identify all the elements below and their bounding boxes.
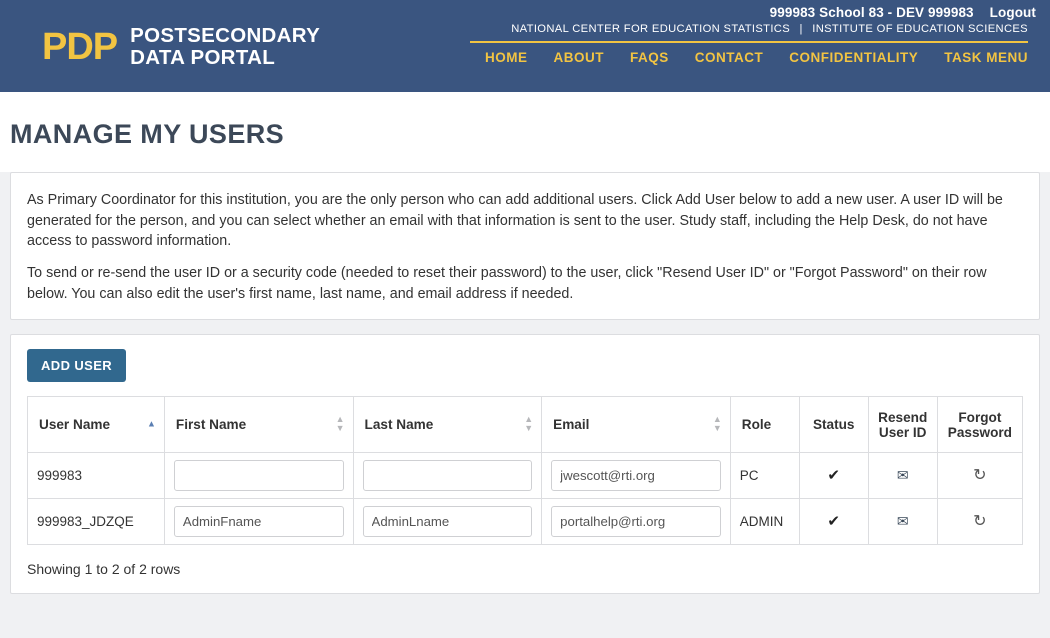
- last-name-input[interactable]: [363, 506, 533, 537]
- email-input[interactable]: [551, 506, 721, 537]
- cell-role: PC: [730, 452, 799, 498]
- column-header-last-name[interactable]: [353, 396, 542, 452]
- cell-forgot-password: [937, 452, 1022, 498]
- check-icon: ✔: [827, 467, 840, 485]
- intro-text: [11, 173, 1039, 319]
- main-nav: [470, 50, 1028, 65]
- nav-divider: [470, 41, 1028, 43]
- cell-last-name: [353, 452, 542, 498]
- cell-role: ADMIN: [730, 498, 799, 544]
- column-header-forgot-password: [937, 396, 1022, 452]
- column-label-email: Email: [553, 417, 590, 433]
- sort-both-icon: ▲ ▼: [712, 414, 722, 434]
- table-header-row: [28, 396, 1023, 452]
- column-label-user-name: User Name: [39, 417, 111, 433]
- email-input[interactable]: [551, 460, 721, 491]
- logo-line-1: POSTSECONDARY: [130, 24, 321, 47]
- nav-item-task-menu[interactable]: TASK MENU: [944, 50, 1028, 65]
- column-label-last-name: Last Name: [364, 417, 434, 433]
- cell-status: [799, 498, 868, 544]
- first-name-input[interactable]: [174, 460, 344, 491]
- nav-item-confidentiality[interactable]: CONFIDENTIALITY: [789, 50, 919, 65]
- logo-line-2: DATA PORTAL: [130, 46, 276, 70]
- cell-user-name: 999983: [28, 452, 165, 498]
- cell-status: [799, 452, 868, 498]
- nav-item-home[interactable]: HOME: [484, 50, 528, 65]
- users-table-body: [28, 452, 1023, 544]
- table-row: [28, 498, 1023, 544]
- column-label-forgot-line-2: Password: [947, 424, 1012, 440]
- table-row: [28, 452, 1023, 498]
- column-label-role: Role: [741, 417, 772, 433]
- cell-first-name: [164, 452, 353, 498]
- top-bar: [0, 0, 1050, 20]
- column-header-email[interactable]: [542, 396, 731, 452]
- column-label-status: Status: [812, 417, 855, 433]
- table-row-count: Showing 1 to 2 of 2 rows: [27, 560, 181, 577]
- logo-text: [130, 25, 320, 69]
- users-panel: [10, 334, 1040, 594]
- column-label-first-name: First Name: [175, 417, 247, 433]
- intro-paragraph-2: To send or re-send the user ID or a security code (needed to reset their password) to the user, click "Resend User ID" or "Forgot Password" on their row below. You can also edit the user's first name, last name, and email address if needed.: [27, 265, 987, 302]
- header-nav-area: [470, 22, 1036, 65]
- agency-line: [470, 23, 1028, 35]
- logout-link[interactable]: Logout: [989, 5, 1036, 20]
- column-header-first-name[interactable]: [164, 396, 353, 452]
- users-table: [27, 396, 1023, 545]
- cell-resend-user-id: [868, 452, 937, 498]
- agency-separator: |: [799, 23, 803, 35]
- cell-email: [542, 498, 731, 544]
- column-header-resend-user-id: [868, 396, 937, 452]
- intro-paragraph-1: As Primary Coordinator for this institution, you are the only person who can add additional users. Click Add User below to add a new user. A user ID will be generated for the person, and you can select whether an email with that information is sent to the user. Study staff, including the Help Desk, do not have access to password information.: [27, 192, 1003, 250]
- sort-both-icon: ▲ ▼: [524, 414, 534, 434]
- envelope-icon[interactable]: ✉: [896, 466, 909, 483]
- page-title: MANAGE MY USERS: [0, 92, 1050, 172]
- sort-ascending-icon: ▲: [146, 418, 156, 429]
- add-user-button[interactable]: ADD USER: [27, 349, 126, 382]
- refresh-icon[interactable]: ↻: [973, 513, 987, 531]
- intro-panel: [10, 172, 1040, 320]
- column-header-status: [799, 396, 868, 452]
- cell-email: [542, 452, 731, 498]
- column-label-resend-line-2: User ID: [878, 424, 927, 440]
- logo-abbr: PDP: [42, 26, 118, 69]
- pdp-logo[interactable]: [42, 25, 320, 69]
- school-id-label: 999983 School 83 - DEV 999983: [769, 5, 974, 20]
- refresh-icon[interactable]: ↻: [973, 467, 987, 485]
- sort-both-icon: ▲ ▼: [335, 414, 345, 434]
- check-icon: ✔: [827, 513, 840, 531]
- last-name-input[interactable]: [363, 460, 533, 491]
- nav-item-faqs[interactable]: FAQS: [629, 50, 669, 65]
- users-table-head: [28, 396, 1023, 452]
- cell-resend-user-id: [868, 498, 937, 544]
- cell-user-name: 999983_JDZQE: [28, 498, 165, 544]
- cell-forgot-password: [937, 498, 1022, 544]
- nav-item-contact[interactable]: CONTACT: [694, 50, 764, 65]
- agency-nces: NATIONAL CENTER FOR EDUCATION STATISTICS: [511, 23, 791, 35]
- header-body: [0, 22, 1050, 69]
- envelope-icon[interactable]: ✉: [896, 512, 909, 529]
- cell-last-name: [353, 498, 542, 544]
- column-label-resend-line-1: Resend: [878, 409, 928, 425]
- column-header-user-name[interactable]: [28, 396, 165, 452]
- users-table-area: [11, 335, 1039, 593]
- column-header-role: [730, 396, 799, 452]
- site-header: [0, 0, 1050, 92]
- cell-first-name: [164, 498, 353, 544]
- column-label-forgot-line-1: Forgot: [958, 409, 1002, 425]
- agency-ies: INSTITUTE OF EDUCATION SCIENCES: [812, 23, 1028, 35]
- first-name-input[interactable]: [174, 506, 344, 537]
- nav-item-about[interactable]: ABOUT: [553, 50, 604, 65]
